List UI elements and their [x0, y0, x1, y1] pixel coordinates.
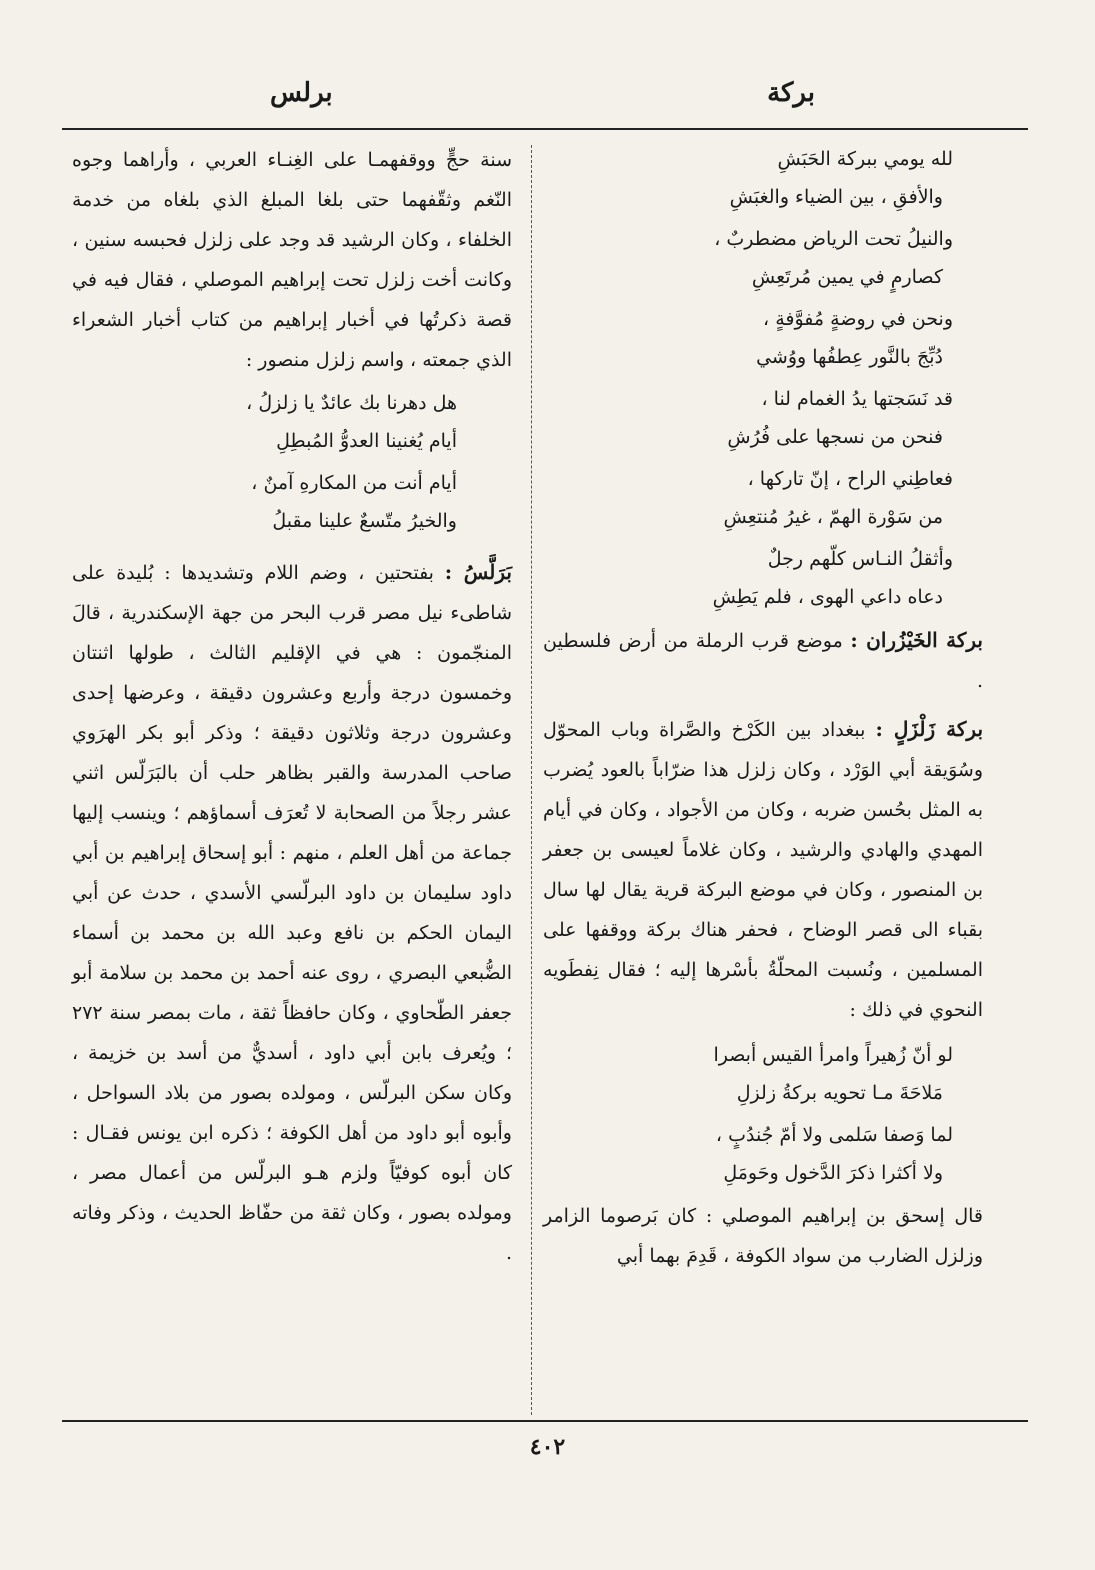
hemistich-1: لله يومي ببركة الحَبَشِ: [777, 148, 953, 170]
hemistich-2: فنحن من نسجها على فُرُشِ: [727, 426, 943, 448]
hemistich-2: دُبِّجَ بالنَّور عِطفُها ووُشي: [756, 346, 943, 368]
right-column: [543, 140, 983, 1276]
verse-line: [543, 460, 983, 536]
hemistich-2: والأفقِ ، بين الضياء والغبَشِ: [729, 186, 943, 208]
entry-heading: بركة الخَيْزُران :: [850, 628, 983, 652]
hemistich-2: مَلاحَةَ مـا تحويه بركةُ زلزلِ: [736, 1082, 943, 1104]
closing-paragraph: قال إسحق بن إبراهيم الموصلي : كان بَرصوما الزامر وزلزل الضارب من سواد الكوفة ، قَدِمَ بهما أبي: [543, 1205, 983, 1267]
verse-line: [543, 380, 983, 456]
spacer: [72, 544, 512, 552]
hemistich-1: ونحن في روضةٍ مُفوَّفةٍ ،: [763, 308, 953, 330]
entry-text: ببغداد بين الكَرْخ والصَّراة وباب المحوّل وسُوَيقة أبي الوَرْد ، وكان زلزل هذا ضرّاباً بالعود يُضرب به المثل بحُسن ضربه ، وكان من الأجواد ، وكان في أيام المهدي والهادي والرشيد ، وكان غلاماً لعيسى بن جعفر بن المنصور ، وكان في موضع البركة قرية يقال لها سال بقباء الى قصر الوضاح ، فحفر هناك بركة ووقفها على المسلمين ، ونُسبت المحلّةُ بأسْرها إليه ؛ فقال نِفطَويه النحوي في ذلك :: [543, 719, 983, 1021]
page-number: ٤٠٢: [529, 1434, 566, 1460]
hemistich-2: ولا أكثرا ذكرَ الدَّخول وحَومَلِ: [723, 1162, 943, 1184]
verses: [72, 384, 512, 540]
hemistich-2: من سَوْرة الهمّ ، غيرُ مُنتعِشِ: [723, 506, 943, 528]
header-left-title: برلس: [270, 78, 333, 108]
verse-line: [543, 1116, 983, 1192]
entry-birkat-khayzuran: [543, 620, 983, 701]
hemistich-1: أيام أنت من المكارهِ آمنٌ ،: [251, 472, 457, 494]
verse-line: [543, 540, 983, 616]
verse-line: [543, 220, 983, 296]
continuation-paragraph: سنة حجٍّ ووقفهمـا على الغِنـاء العربي ، وأراهما وجوه النّغم وثقّفهما حتى بلغا المبلغ الذي بلغاه من خدمة الخلفاء ، وكان الرشيد قد وجد على زلزل فحبسه سنين ، وكانت أخت زلزل تحت إبراهيم الموصلي ، فقال فيه في قصة ذكرتُها في أخبار إبراهيم من كتاب أخبار الشعراء الذي جمعته ، واسم زلزل منصور :: [72, 149, 512, 371]
hemistich-2: والخيرُ متّسعٌ علينا مقبلُ: [272, 510, 457, 532]
hemistich-1: فعاطِني الراح ، إنّ تاركها ،: [747, 468, 953, 490]
entry-text: بفتحتين ، وضم اللام وتشديدها : بُليدة على شاطىء نيل مصر قرب البحر من جهة الإسكندرية ، قالَ المنجّمون : هي في الإقليم الثالث ، طولها اثنتان وخمسون درجة وأربع وعشرون دقيقة ، وعرضها إحدى وعشرون درجة وثلاثون دقيقة ؛ وذكر أبو بكر الهرَوي صاحب المدرسة والقبر بظاهر حلب أن بالبَرَلّس اثني عشر رجلاً من الصحابة لا تُعرَف أسماؤهم ؛ وينسب إليها جماعة من أهل العلم ، منهم : أبو إسحاق إبراهيم بن أبي داود سليمان بن داود البرلّسي الأسدي ، حدث عن أبي اليمان الحكم بن نافع وعبد الله بن محمد بن أسماء الضُّبعي البصري ، روى عنه أحمد بن محمد بن سلامة أبو جعفر الطّحاوي ، وكان حافظاً ثقة ، مات بمصر سنة ٢٧٢ ؛ ويُعرف بابن أبي داود ، أسديٌّ من أسد بن خزيمة ، وكان سكن البرلّس ، ومولده بصور من بلاد السواحل ، وأبوه أبو داود من أهل الكوفة ؛ ذكره ابن يونس فقـال : كان أبوه كوفيّاً ولزم هـو البرلّس من أعمال مصر ، ومولده بصور ، وكان ثقة من حفّاظ الحديث ، وذكر وفاته .: [72, 562, 512, 1264]
hemistich-1: هل دهرنا بك عائدٌ يا زلزلُ ،: [246, 392, 457, 414]
verses-b: [543, 1036, 983, 1192]
column-divider: [531, 145, 532, 1415]
verse-line: [72, 384, 512, 460]
header-right-title: بركة: [767, 78, 815, 108]
left-column: [72, 140, 512, 1273]
entry-heading: بركة زَلْزَلٍ :: [875, 717, 984, 741]
bottom-rule: [62, 1420, 1028, 1422]
spacer: [543, 701, 983, 709]
entry-heading: بَرَلَّسُ :: [444, 560, 512, 584]
verse-line: [543, 300, 983, 376]
verse-line: [543, 1036, 983, 1112]
verse-line: [72, 464, 512, 540]
hemistich-2: كصارمٍ في يمين مُرتَعِشِ: [751, 266, 943, 288]
hemistich-1: وأثقلُ النـاس كلّهم رجلٌ: [767, 548, 953, 570]
verse-line: [543, 140, 983, 216]
entry-birkat-zalzal: [543, 709, 983, 1030]
hemistich-1: والنيلُ تحت الرياض مضطربٌ ،: [714, 228, 953, 250]
hemistich-1: قد نَسَجتها يدُ الغمام لنا ،: [761, 388, 953, 410]
entry-text: موضع قرب الرملة من أرض فلسطين .: [543, 630, 983, 692]
hemistich-2: دعاه داعي الهوى ، فلم يَطِشِ: [712, 586, 943, 608]
entry-burullus: [72, 552, 512, 1273]
verses-a: [543, 140, 983, 616]
hemistich-1: لما وَصفا سَلمى ولا أمّ جُندُبٍ ،: [715, 1124, 953, 1146]
running-header: [60, 78, 1030, 118]
hemistich-2: أيام يُغنينا العدوُّ المُبطِلِ: [276, 430, 457, 452]
top-rule: [62, 128, 1028, 130]
hemistich-1: لو أنّ زُهيراً وامرأ القيس أبصرا: [713, 1044, 953, 1066]
